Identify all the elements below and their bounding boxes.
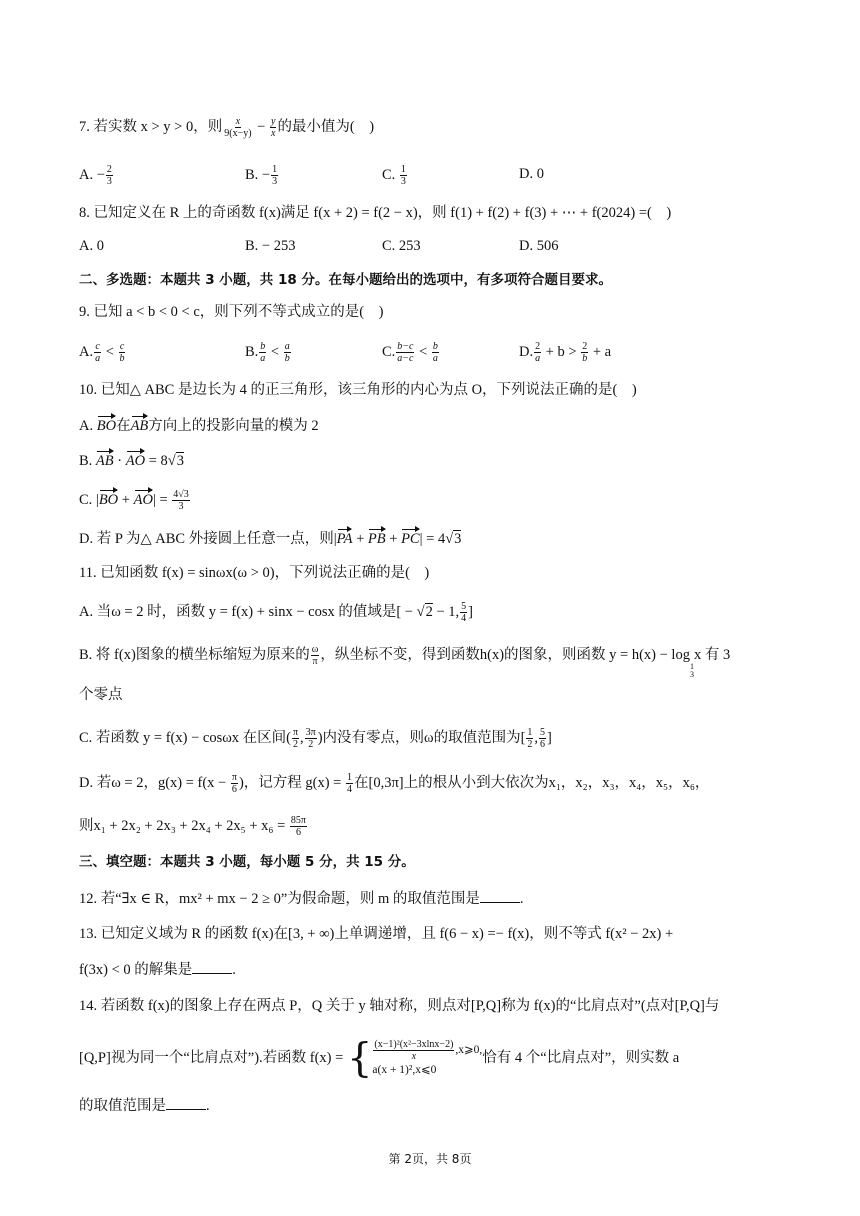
question-8-stem: 8. 已知定义在 R 上的奇函数 f(x)满足 f(x + 2) = f(2 − x)，则 f(1) + f(2) + f(3) + ⋯ + f(2024) =( ) <box>79 205 672 221</box>
section-2-heading: 二、多选题：本题共 3 小题，共 18 分。在每小题给出的选项中，有多项符合题目要求。 <box>79 272 612 288</box>
q11-option-a[interactable]: A. 当ω = 2 时，函数 y = f(x) + sinx − cosx 的值域是[ − √2 − 1, $\frac{5}{4}$ ] <box>79 601 473 624</box>
q7-option-d[interactable]: D. 0 <box>519 166 544 182</box>
q8-option-a[interactable]: A. 0 <box>79 238 104 254</box>
question-9-stem: 9. 已知 a < b < 0 < c，则下列不等式成立的是( ) <box>79 304 384 320</box>
q10-option-a[interactable]: A. BO在AB方向上的投影向量的模为 2 <box>79 418 319 434</box>
q11-option-d[interactable]: D. 若ω = 2，g(x) = f(x − $\frac{\pi}{6}$ )，记方程 g(x) = $\frac{1}{4}$ 在[0,3π]上的根从小到大依次为x₁，x₂，x₃，x₄，x₅，x₆， <box>79 772 710 795</box>
q9-option-c[interactable]: C. $\frac{b-c}{a-c}$ < $\frac{b}{a}$ <box>382 341 438 364</box>
q7-fraction-2: $\frac{y}{x}$ <box>270 116 276 139</box>
q11-option-b[interactable]: B. 将 f(x)图象的横坐标缩短为原来的 $\frac{\omega}{\pi}$ ，纵坐标不变，得到函数h(x)的图象，则函数 y = h(x) − log 1 3 x 有 3 <box>79 644 731 679</box>
section-3-heading: 三、填空题：本题共 3 小题，每小题 5 分，共 15 分。 <box>79 854 415 870</box>
q8-option-b[interactable]: B. − 253 <box>245 238 296 254</box>
q10-option-b[interactable]: B. AB · AO = 8√3 <box>79 453 184 469</box>
page-footer: 第 2页，共 8页 <box>388 1152 472 1166</box>
answer-blank[interactable] <box>480 888 520 903</box>
question-14-line-1: 14. 若函数 f(x)的图象上存在两点 P，Q 关于 y 轴对称，则点对[P,Q]称为 f(x)的“比肩点对”(点对[P,Q]与 <box>79 998 720 1014</box>
q9-option-b[interactable]: B. $\frac{b}{a}$ < $\frac{a}{b}$ <box>245 341 290 364</box>
question-12-stem: 12. 若“∃x ∈ R，mx² + mx − 2 ≥ 0”为假命题，则 m 的取值范围是 . <box>79 888 524 909</box>
question-10-stem: 10. 已知△ ABC 是边长为 4 的正三角形，该三角形的内心为点 O，下列说法正确的是( ) <box>79 382 637 398</box>
answer-blank[interactable] <box>192 959 232 974</box>
question-11-stem: 11. 已知函数 f(x) = sinωx(ω > 0)，下列说法正确的是( ) <box>79 565 430 581</box>
q7-fraction-1: $\frac{x}{9(x-y)}$ <box>224 116 252 139</box>
q11-option-b-continued: 个零点 <box>79 687 123 703</box>
piecewise-function: $\frac{\text{(x−1)²(x²−3xlnx−2)}}{x}$ ,x⩾0, a(x + 1)²,x⩽0 <box>372 1038 483 1076</box>
question-13-line-2: f(3x) < 0 的解集是 . <box>79 959 236 980</box>
q7-option-c[interactable]: C. $\frac{1}{3}$ <box>382 164 406 187</box>
q7-option-b[interactable]: B. − $\frac{1}{3}$ <box>245 164 278 187</box>
question-7-stem: 7. 若实数 x > y > 0，则 $\frac{x}{9(x-y)}$ − $\frac{y}{x}$ 的最小值为( ) <box>79 116 375 139</box>
q9-option-d[interactable]: D. $\frac{2}{a}$ + b > $\frac{2}{b}$ + a <box>519 341 612 364</box>
q11-option-d-continued: 则x₁ + 2x₂ + 2x₃ + 2x₄ + 2x₅ + x₆ = $\frac{85\pi}{6}$ <box>79 815 306 838</box>
q9-option-a[interactable]: A. $\frac{c}{a}$ < $\frac{c}{b}$ <box>79 341 125 364</box>
q7-stem-text: 7. 若实数 x > y > 0，则 <box>79 118 223 135</box>
q7-option-a[interactable]: A. − $\frac{2}{3}$ <box>79 164 112 187</box>
q8-option-d[interactable]: D. 506 <box>519 238 559 254</box>
q10-option-c[interactable]: C. |BO + AO| = $\frac{4√3}{3}$ <box>79 489 189 512</box>
question-14-line-3: 的取值范围是 . <box>79 1095 210 1116</box>
piecewise-brace: { <box>346 1035 373 1082</box>
answer-blank[interactable] <box>166 1095 206 1110</box>
question-13-line-1: 13. 已知定义域为 R 的函数 f(x)在[3, + ∞)上单调递增，且 f(6 − x) =− f(x)，则不等式 f(x² − 2x) + <box>79 926 674 942</box>
question-14-line-2: [Q,P]视为同一个“比肩点对”).若函数 f(x) = { $\frac{\text{(x−1)²(x²−3xlnx−2)}}{x}$ ,x⩾0, a(x + 1)²,x⩽0 恰有 4 个“比肩点对”，则实数 a <box>79 1035 680 1082</box>
q10-option-d[interactable]: D. 若 P 为△ ABC 外接圆上任意一点，则|PA + PB + PC| = 4√3 <box>79 531 462 547</box>
q8-option-c[interactable]: C. 253 <box>382 238 421 254</box>
q11-option-c[interactable]: C. 若函数 y = f(x) − cosωx 在区间( $\frac{\pi}{2}$ , $\frac{3\pi}{2}$ )内没有零点，则ω的取值范围为[ $\frac{1}{2}$ , $\frac{5}{6}$ ] <box>79 727 552 750</box>
